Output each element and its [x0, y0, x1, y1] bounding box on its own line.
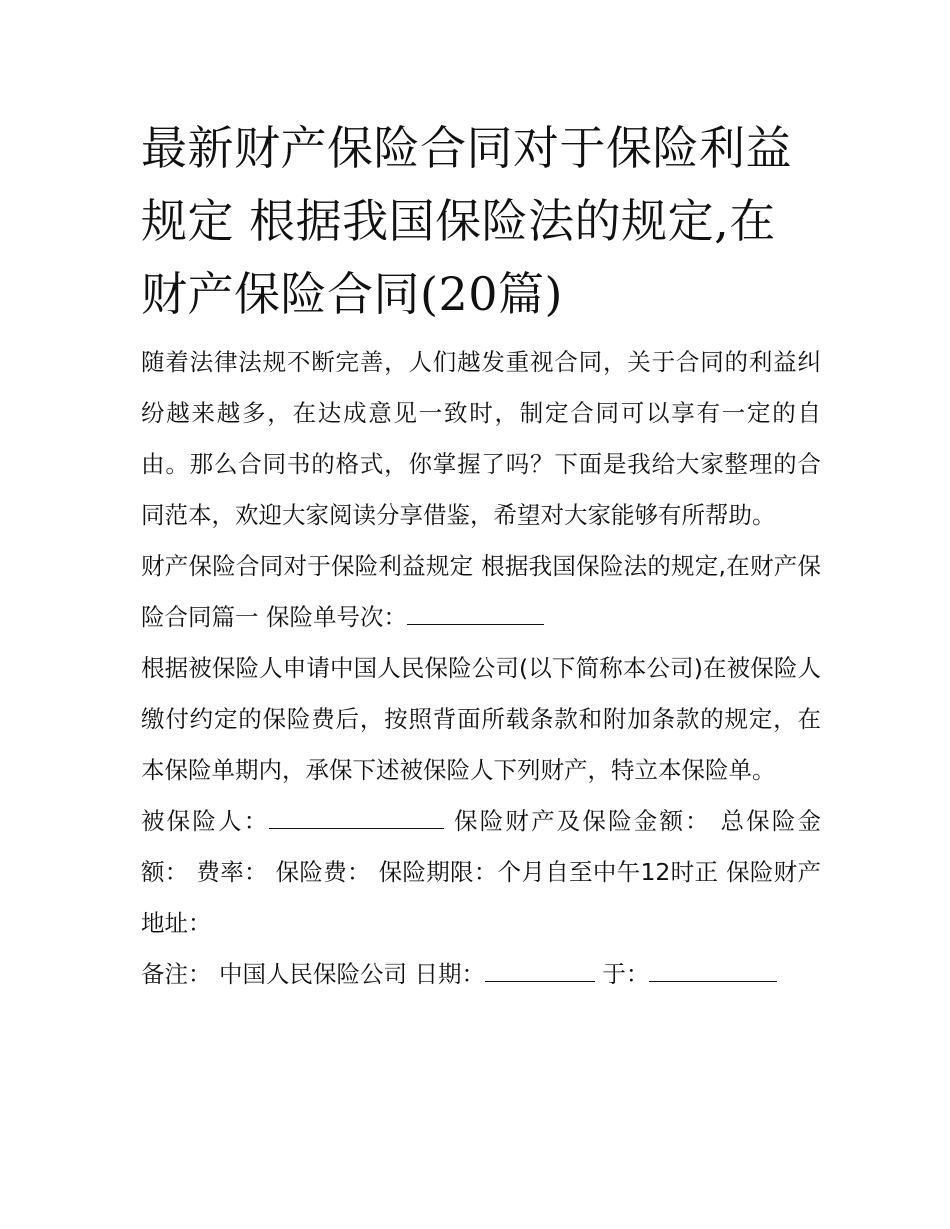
footer-paragraph [141, 949, 821, 1000]
intro-paragraph: 随着法律法规不断完善，人们越发重视合同，关于合同的利益纠纷越来越多，在达成意见一致时，制定合同可以享有一定的自由。那么合同书的格式，你掌握了吗？下面是我给大家整理的合同范本，欢迎大家阅读分享借鉴，希望对大家能够有所帮助。 [141, 348, 821, 529]
insured-label: 被保险人： [141, 807, 270, 835]
section-heading-text: 财产保险合同对于保险利益规定 根据我国保险法的规定,在财产保险合同篇一 保险单号次： [141, 552, 821, 631]
insured-name-blank [269, 806, 444, 829]
document-title: 最新财产保险合同对于保险利益规定 根据我国保险法的规定,在财产保险合同(20篇) [141, 121, 792, 321]
document-page [141, 112, 821, 1000]
footer-label: 备注： 中国人民保险公司 日期： [141, 960, 485, 988]
section-heading-paragraph [141, 541, 821, 643]
policy-number-blank [407, 602, 544, 625]
insured-paragraph [141, 796, 821, 949]
body-paragraph: 根据被保险人申请中国人民保险公司(以下简称本公司)在被保险人缴付约定的保险费后，按照背面所载条款和附加条款的规定，在本保险单期内，承保下述被保险人下列财产，特立本保险单。 [141, 654, 821, 784]
date-blank [485, 959, 595, 982]
insured-details-text: 保险财产及保险金额： 总保险金额： 费率： 保险费： 保险期限：个月自至中午12时正 保险财产地址： [141, 807, 821, 937]
location-blank [649, 959, 777, 982]
footer-at-label: 于： [594, 960, 650, 988]
